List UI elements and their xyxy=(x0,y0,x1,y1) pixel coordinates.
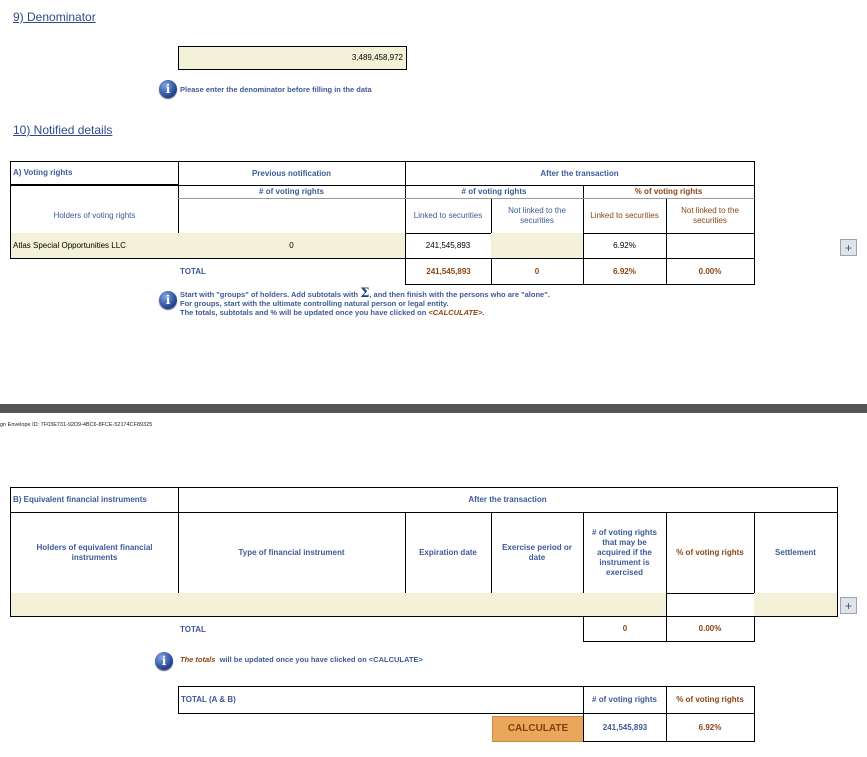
exercise-period-input[interactable] xyxy=(491,593,584,617)
total-not-linked-pct-value: 0.00% xyxy=(666,259,755,285)
holders-label: Holders of voting rights xyxy=(10,199,179,234)
table-a-total-label: TOTAL xyxy=(180,267,206,276)
settlement-input[interactable] xyxy=(754,593,838,617)
note-text: will be updated once you have clicked on <CALCULATE> xyxy=(219,655,423,664)
note-emphasis: The totals xyxy=(180,655,216,664)
table-b-total-label: TOTAL xyxy=(180,624,206,634)
sigma-icon: Σ xyxy=(360,286,370,301)
not-linked-pct-value xyxy=(666,233,755,259)
total-ab-num-value: 241,545,893 xyxy=(583,714,667,742)
info-icon: i xyxy=(159,291,177,309)
expiration-date-input[interactable] xyxy=(405,593,492,617)
total-ab-num-header: # of voting rights xyxy=(583,686,667,714)
total-linked-value: 241,545,893 xyxy=(405,259,492,285)
previous-rights-input[interactable]: 0 xyxy=(178,233,406,259)
after-transaction-header: After the transaction xyxy=(405,161,755,185)
linked-pct-header: Linked to securities xyxy=(583,199,667,234)
instrument-type-input[interactable] xyxy=(178,593,406,617)
total-ab-pct-value: 6.92% xyxy=(666,714,755,742)
total-not-linked-value: 0 xyxy=(491,259,584,285)
note-text: The totals, subtotals and % will be updated once you have clicked on xyxy=(180,308,427,317)
total-linked-pct-value: 6.92% xyxy=(583,259,667,285)
note-text: , and then finish with the persons who are "alone". xyxy=(369,290,550,299)
add-instrument-button[interactable]: + xyxy=(840,597,857,614)
equiv-pct-value xyxy=(666,593,755,617)
note-text: For groups, start with the ultimate controlling natural person or legal entity. xyxy=(180,299,449,308)
acquirable-rights-header: # of voting rights that may be acquired if the instrument is exercised xyxy=(583,512,667,594)
holders-instructions xyxy=(180,286,550,317)
add-holder-button[interactable]: + xyxy=(840,239,857,256)
not-linked-pct-header: Not linked to the securities xyxy=(666,199,755,234)
calculate-button[interactable]: CALCULATE xyxy=(492,716,584,742)
not-linked-rights-input[interactable] xyxy=(491,233,584,259)
info-icon: i xyxy=(159,80,177,98)
not-linked-header: Not linked to the securities xyxy=(491,199,584,234)
page-separator xyxy=(0,404,867,413)
linked-rights-value: 241,545,893 xyxy=(405,233,492,259)
equiv-pct-header: % of voting rights xyxy=(666,512,755,594)
holder-name-input[interactable]: Atlas Special Opportunities LLC xyxy=(10,233,179,259)
total-ab-label: TOTAL (A & B) xyxy=(178,686,584,714)
equiv-holders-header: Holders of equivalent financial instruments xyxy=(10,512,179,594)
section-9-title: 9) Denominator xyxy=(13,10,96,24)
table-b-total-num: 0 xyxy=(583,617,667,642)
table-b-total-pct: 0.00% xyxy=(666,617,755,642)
table-a-title: A) Voting rights xyxy=(10,161,179,185)
instrument-type-header: Type of financial instrument xyxy=(178,512,406,594)
calculate-reference: <CALCULATE>. xyxy=(428,308,485,317)
total-ab-pct-header: % of voting rights xyxy=(666,686,755,714)
prev-notification-header: Previous notification xyxy=(178,161,406,185)
settlement-header: Settlement xyxy=(754,512,838,594)
blank-cell xyxy=(178,199,406,234)
after-pct-voting-rights-header: % of voting rights xyxy=(583,185,755,199)
equiv-holder-input[interactable] xyxy=(10,593,179,617)
totals-note xyxy=(180,655,423,664)
denominator-note: Please enter the denominator before filling in the data xyxy=(180,85,372,94)
note-text: Start with "groups" of holders. Add subtotals with xyxy=(180,290,359,299)
prev-num-voting-rights-header: # of voting rights xyxy=(178,185,406,199)
expiration-date-header: Expiration date xyxy=(405,512,492,594)
after-num-voting-rights-header: # of voting rights xyxy=(405,185,584,199)
info-icon: i xyxy=(155,652,173,670)
linked-header: Linked to securities xyxy=(405,199,492,234)
table-b-after-transaction-header: After the transaction xyxy=(178,487,838,513)
section-10-title: 10) Notified details xyxy=(13,123,113,137)
table-b-title: B) Equivalent financial instruments xyxy=(10,487,179,513)
envelope-id: gn Envelope ID: 7F03E731-92D9-4BC6-8FCE-52174CF89325 xyxy=(0,422,153,428)
blank-cell xyxy=(10,185,179,199)
exercise-period-header: Exercise period or date xyxy=(491,512,584,594)
acquirable-rights-input[interactable] xyxy=(583,593,667,617)
denominator-input[interactable]: 3,489,458,972 xyxy=(178,46,407,70)
linked-pct-value: 6.92% xyxy=(583,233,667,259)
